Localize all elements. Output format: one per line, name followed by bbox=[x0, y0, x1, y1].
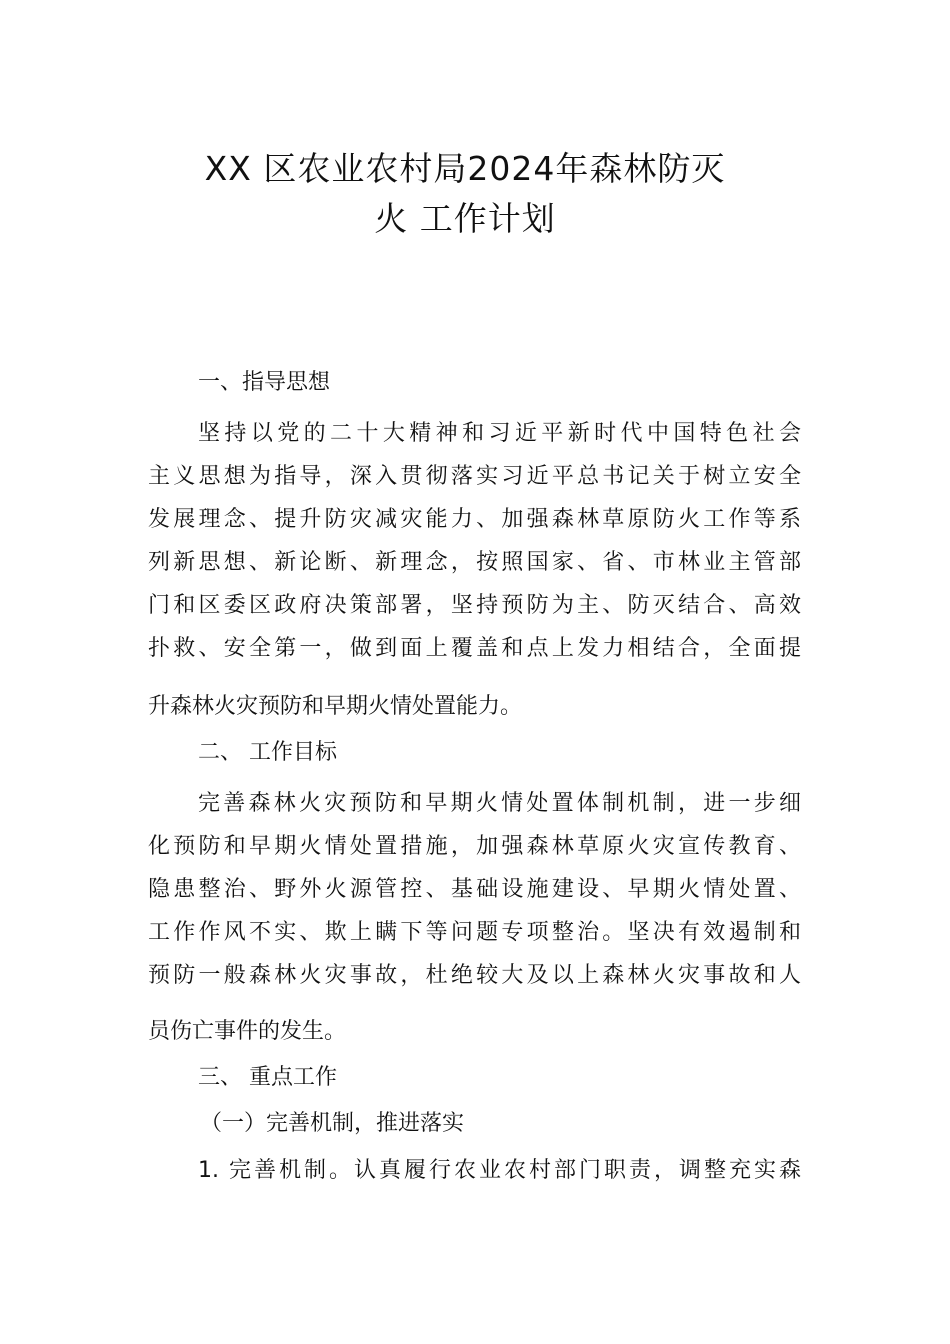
paragraph-1-line-3: 发展理念、提升防灾减灾能力、加强森林草原防火工作等系 bbox=[148, 507, 801, 532]
document-title-line-1: XX 区农业农村局2024年森林防灭 bbox=[204, 149, 726, 188]
subsection-heading-1: （一）完善机制，推进落实 bbox=[200, 1111, 465, 1136]
item-1-line-1: 1. 完善机制。认真履行农业农村部门职责，调整充实森 bbox=[198, 1158, 801, 1183]
document-title-line-2: 火 工作计划 bbox=[374, 199, 556, 238]
section-heading-3: 三、 重点工作 bbox=[198, 1065, 337, 1090]
paragraph-2-line-5: 预防一般森林火灾事故，杜绝较大及以上森林火灾事故和人 bbox=[148, 963, 801, 988]
paragraph-1-line-4: 列新思想、新论断、新理念，按照国家、省、市林业主管部 bbox=[148, 550, 801, 575]
paragraph-2-line-3: 隐患整治、野外火源管控、基础设施建设、早期火情处置、 bbox=[148, 877, 801, 902]
paragraph-1-line-5: 门和区委区政府决策部署，坚持预防为主、防灭结合、高效 bbox=[148, 593, 801, 618]
section-heading-2: 二、 工作目标 bbox=[198, 740, 337, 765]
paragraph-1-line-7: 升森林火灾预防和早期火情处置能力。 bbox=[148, 694, 523, 719]
paragraph-1-line-2: 主义思想为指导，深入贯彻落实习近平总书记关于树立安全 bbox=[148, 464, 801, 489]
paragraph-2-line-2: 化预防和早期火情处置措施，加强森林草原火灾宣传教育、 bbox=[148, 834, 801, 859]
paragraph-1-line-1: 坚持以党的二十大精神和习近平新时代中国特色社会 bbox=[198, 421, 801, 446]
paragraph-2-line-6: 员伤亡事件的发生。 bbox=[148, 1019, 347, 1044]
section-heading-1: 一、指导思想 bbox=[198, 370, 331, 395]
paragraph-2-line-1: 完善森林火灾预防和早期火情处置体制机制，进一步细 bbox=[198, 791, 801, 816]
paragraph-2-line-4: 工作作风不实、欺上瞒下等问题专项整治。坚决有效遏制和 bbox=[148, 920, 801, 945]
paragraph-1-line-6: 扑救、安全第一，做到面上覆盖和点上发力相结合，全面提 bbox=[148, 636, 801, 661]
